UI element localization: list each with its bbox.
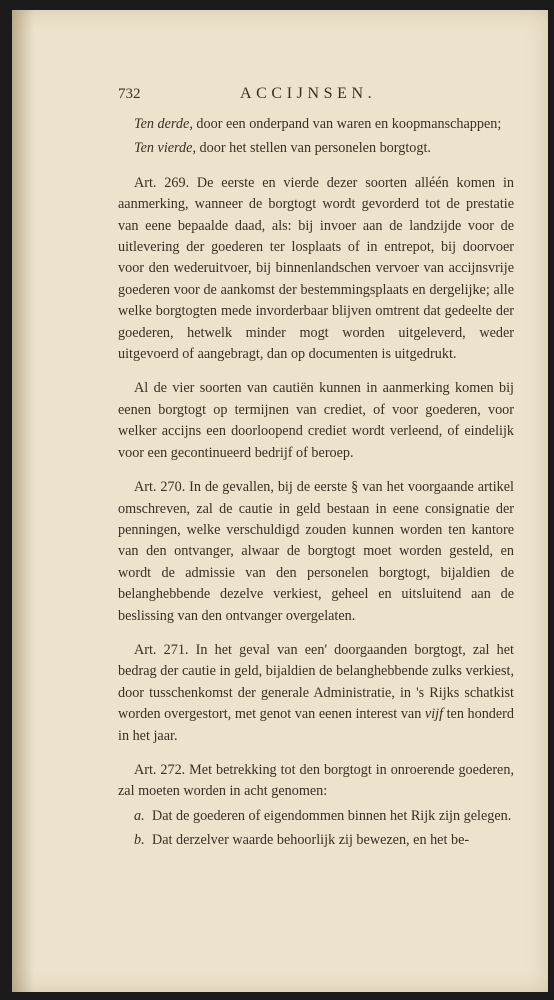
page-text: [118, 84, 514, 852]
page-number: 732: [118, 86, 141, 102]
list-item-b: [134, 830, 514, 851]
list-label: b.: [134, 832, 145, 849]
list-label: a.: [134, 807, 145, 824]
paragraph-body: Art. 271. In het geval van een' doorgaanden borgtogt, zal het bedrag der cautie in geld, bijaldien de belanghebbende zulks verkiest, door tusschenkomst der generale Administratie, in 's Rijks schatkist worden overgestort, met genot van eenen interest van: [118, 641, 514, 723]
page-header: [118, 84, 514, 114]
paragraph-art-272: Art. 272. Met betrekking tot den borgtogt in onroerende goederen, zal moeten worden in acht genomen:: [118, 761, 514, 800]
list-text: Dat derzelver waarde behoorlijk zij bewezen, en het be-: [152, 832, 470, 849]
paragraph-art-270: Art. 270. In de gevallen, bij de eerste § van het voorgaande artikel omschreven, zal de cautie in geld bestaan in eene consignatie der penningen, welke verschuldigd zouden kunnen worden ten kantore van den ontvanger, alwaar de borgtogt moet worden gesteld, en wordt de admissie van den personelen borgtogt, bijaldien de belanghebbende dezelve verkiest, geheel en uitsluitend aan de beslissing van den ontvanger overgelaten.: [118, 479, 514, 624]
paragraph-italic: vijf: [424, 706, 444, 723]
running-head: ACCIJNSEN.: [240, 85, 377, 102]
paragraph-lead: Ten derde: [134, 116, 190, 132]
paragraph-cautien: Al de vier soorten van cautiën kunnen in aanmerking komen bij eenen borgtogt op termijnen van crediet, of voor goederen, voor welker accijns een doorloopend crediet wordt verleend, of eindelijk voor een gecontinueerd bedrijf of beroep.: [118, 380, 514, 461]
list-text: Dat de goederen of eigendommen binnen het Rijk zijn gelegen.: [152, 807, 512, 824]
paragraph-art-271: [118, 640, 514, 747]
paragraph-body: , door het stellen van personelen borgtogt.: [192, 140, 431, 157]
paragraph-lead: Ten vierde: [134, 140, 193, 157]
paragraph-body: , door een onderpand van waren en koopmanschappen;: [189, 116, 502, 132]
paragraph-body-end: ten honderd in het jaar.: [118, 706, 514, 744]
paragraph-ten-derde: [118, 114, 514, 135]
paragraph-art-269: Art. 269. De eerste en vierde dezer soorten alléén komen in aanmerking, wanneer de borgtogt wordt gevorderd tot de prestatie van eene bepaalde daad, als: bij invoer aan de landzijde voor de uitlevering der goederen ter losplaats of in entrepot, bij doorvoer voor den wederuitvoer, bij binnenlandschen vervoer van accijnsvrije goederen voor de aankomst der bestemmingsplaats en dergelijke; alle welke borgtogten mede invorderbaar blijven omtrent dat gedeelte der goederen, hetwelk minder mogt worden uitgeleverd, weder uitgevoerd of aangebragt, dan op documenten is uitgedrukt.: [118, 174, 514, 363]
list-item-a: [134, 806, 514, 827]
paragraph-ten-vierde: [118, 138, 514, 159]
page-gutter-shadow: [12, 10, 34, 992]
